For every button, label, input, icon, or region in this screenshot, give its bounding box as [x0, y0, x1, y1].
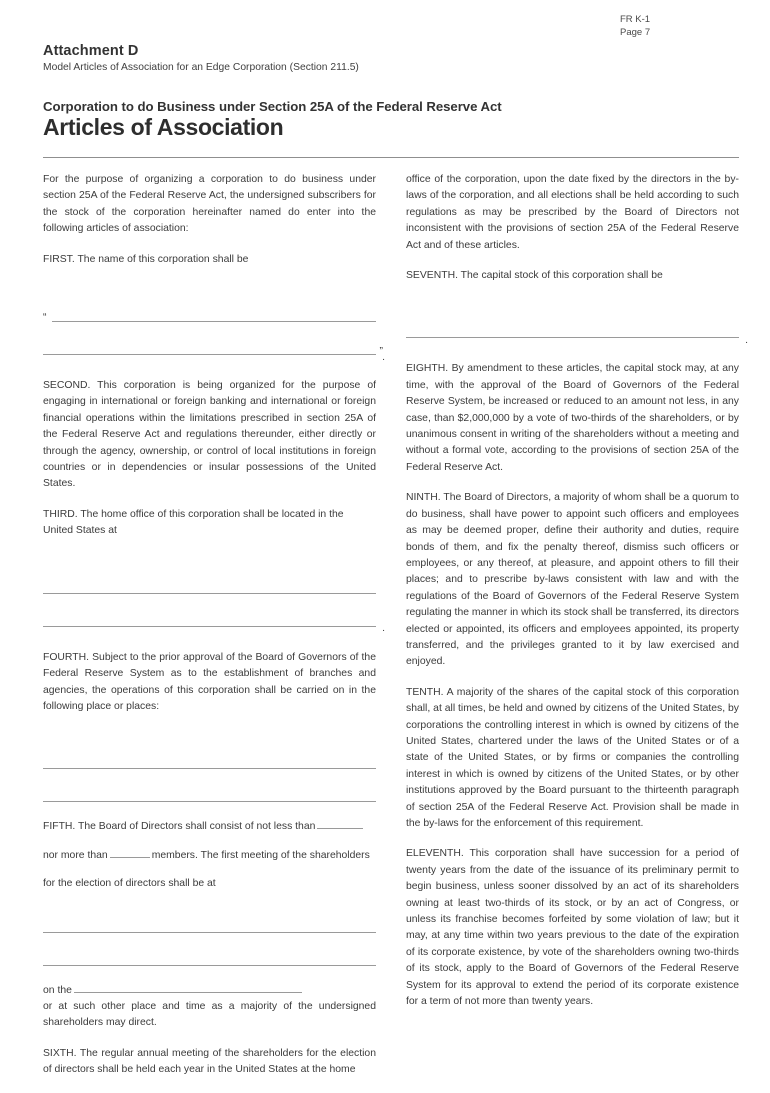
article-fifth-text-2: nor more than [43, 849, 108, 861]
article-fifth-text-1: FIFTH. The Board of Directors shall consist of not less than [43, 821, 316, 833]
article-eighth: EIGHTH. By amendment to these articles, the capital stock may, at any time, with the approval of the Board of Governors of the Federal Reserve System, be increased or reduced to an amount not less, in any case, than $2,000,000 by a vote of two-thirds of the shareholders, or by unanimous consent in writing of the shareholders without a meeting and without a formal vote, according to the provisions of section 25A of the Federal Reserve Act. [406, 363, 739, 473]
fifth-meeting-place-blank-line-1[interactable] [43, 905, 376, 938]
third-office-blank-line-2[interactable] [43, 599, 385, 635]
article-fourth: FOURTH. Subject to the prior approval of the Board of Governors of the Federal Reserve System as to the establishment of branches and agencies, the operations of this corporation shall be carried on in the following place or places: [43, 651, 376, 712]
period-mark: . [745, 335, 748, 347]
fifth-meeting-date-blank[interactable] [74, 983, 302, 993]
left-column [43, 172, 385, 1093]
on-the-label: on the [43, 984, 72, 996]
page-header [620, 14, 740, 39]
body-columns [43, 172, 748, 1093]
fourth-places-blank-line-1[interactable] [43, 741, 376, 774]
first-name-blank-line-1[interactable] [43, 294, 376, 327]
spacer [406, 298, 739, 310]
quote-close-mark: ” [379, 345, 383, 357]
first-name-blank-line-2[interactable] [43, 327, 385, 363]
article-fifth-tail: or at such other place and time as a majority of the undersigned shareholders may direct. [43, 1000, 376, 1029]
period-mark: . [382, 623, 385, 635]
article-ninth: NINTH. The Board of Directors, a majority of whom shall be a quorum to do business, shall have power to appoint such officers and employees as may be deemed proper, define their authority and duties, require bonds of them, and fix the penalty thereof, dismiss such officers or employees, or any thereof, at pleasure, and appoint others to fill their places; and to prescribe by-laws consistent with law and with the regulations of the Board of Governors of the Federal Reserve System regulating the manner in which its stock shall be transferred, its directors elected or appointed, its officers and employees appointed, its property transferred, and the privileges granted to it by law exercised and enjoyed. [406, 492, 739, 668]
article-fifth-line-2 [43, 848, 376, 864]
fifth-date-line [43, 983, 376, 999]
spacer [43, 360, 376, 378]
spacer [43, 729, 376, 741]
fourth-places-blank-line-2[interactable] [43, 774, 376, 807]
title-block [43, 43, 740, 140]
spacer [43, 807, 376, 819]
article-fifth-line-1 [43, 819, 376, 835]
form-number: FR K-1 [620, 14, 651, 25]
article-third: THIRD. The home office of this corporation shall be located in the United States at [43, 508, 344, 537]
spacer [43, 864, 376, 876]
article-first: FIRST. The name of this corporation shall be [43, 253, 249, 265]
spacer [43, 836, 376, 848]
third-office-blank-line-1[interactable] [43, 566, 376, 599]
seventh-capital-stock-blank-line[interactable] [406, 310, 748, 347]
page-label: Page 7 [620, 26, 651, 38]
document-kicker: Corporation to do Business under Section 25A of the Federal Reserve Act [43, 99, 502, 114]
article-fifth-text-3: members. The first meeting of the shareholders [151, 849, 370, 861]
article-tenth: TENTH. A majority of the shares of the capital stock of this corporation shall, at all times, be held and owned by citizens of the United States, by corporations the controlling interest in which is owned by citizens of the United States, chartered under the laws of the United States or of a state of the United States, or by firms or companies the controlling interest in which is owned by citizens of the United States, or by other institutions approved by the Board pursuant to the thirteenth paragraph of section 25A of the Federal Reserve Act. Provision shall be made in the by-laws for the enforcement of this requirement. [406, 686, 739, 829]
attachment-subtitle: Model Articles of Association for an Edge Corporation (Section 211.5) [43, 62, 359, 73]
article-fifth-line-3: for the election of directors shall be at [43, 878, 216, 890]
right-column [406, 172, 748, 1093]
quote-open-mark: “ [43, 311, 47, 323]
fifth-min-directors-blank[interactable] [317, 819, 363, 829]
intro-paragraph: For the purpose of organizing a corporation to do business under section 25A of the Federal Reserve Act, the undersigned subscribers for the stock of the corporation hereinafter named do enter into the following articles of association: [43, 174, 376, 235]
page-title: Articles of Association [43, 114, 284, 140]
fifth-max-directors-blank[interactable] [110, 848, 150, 858]
spacer [43, 632, 376, 650]
attachment-label: Attachment D [43, 43, 139, 59]
period-mark: . [382, 351, 385, 363]
article-second: SECOND. This corporation is being organized for the purpose of engaging in international or foreign banking and international or foreign financial operations within the limitations prescribed in section 25A of the Federal Reserve Act and regulations thereunder, either directly or through the agency, ownership, or control of local institutions in foreign countries or in dependencies or insular possessions of the United States. [43, 380, 376, 490]
article-eleventh: ELEVENTH. This corporation shall have succession for a period of twenty years from the date of the issuance of its preliminary permit to begin business, unless sooner dissolved by an act of its shareholders owning at least two-thirds of its stock, or by an act of Congress, or unless its franchise becomes forfeited by some violation of law; but it may, at any time within two years previous to the date of the expiration of its corporate existence, by vote of the shareholders owning two-thirds of its stock, apply to the Board of Governors of the Federal Reserve System for its approval to extend the period of its corporate existence for a term of not more than twenty years. [406, 848, 739, 1008]
article-sixth-continued: office of the corporation, upon the date fixed by the directors in the by-laws of the corporation, and all elections shall be held according to such regulations as may be prescribed by the Board of Directors not inconsistent with the provisions of section 25A of the Federal Reserve Act and of these articles. [406, 174, 739, 251]
spacer [43, 971, 376, 983]
spacer [43, 554, 376, 566]
title-divider [43, 157, 739, 158]
spacer [43, 893, 376, 905]
article-sixth: SIXTH. The regular annual meeting of the shareholders for the election of directors shall be held each year in the United States at the home [43, 1047, 376, 1076]
article-seventh: SEVENTH. The capital stock of this corporation shall be [406, 270, 663, 282]
fifth-meeting-place-blank-line-2[interactable] [43, 938, 376, 971]
spacer [43, 282, 376, 294]
spacer [406, 343, 739, 361]
